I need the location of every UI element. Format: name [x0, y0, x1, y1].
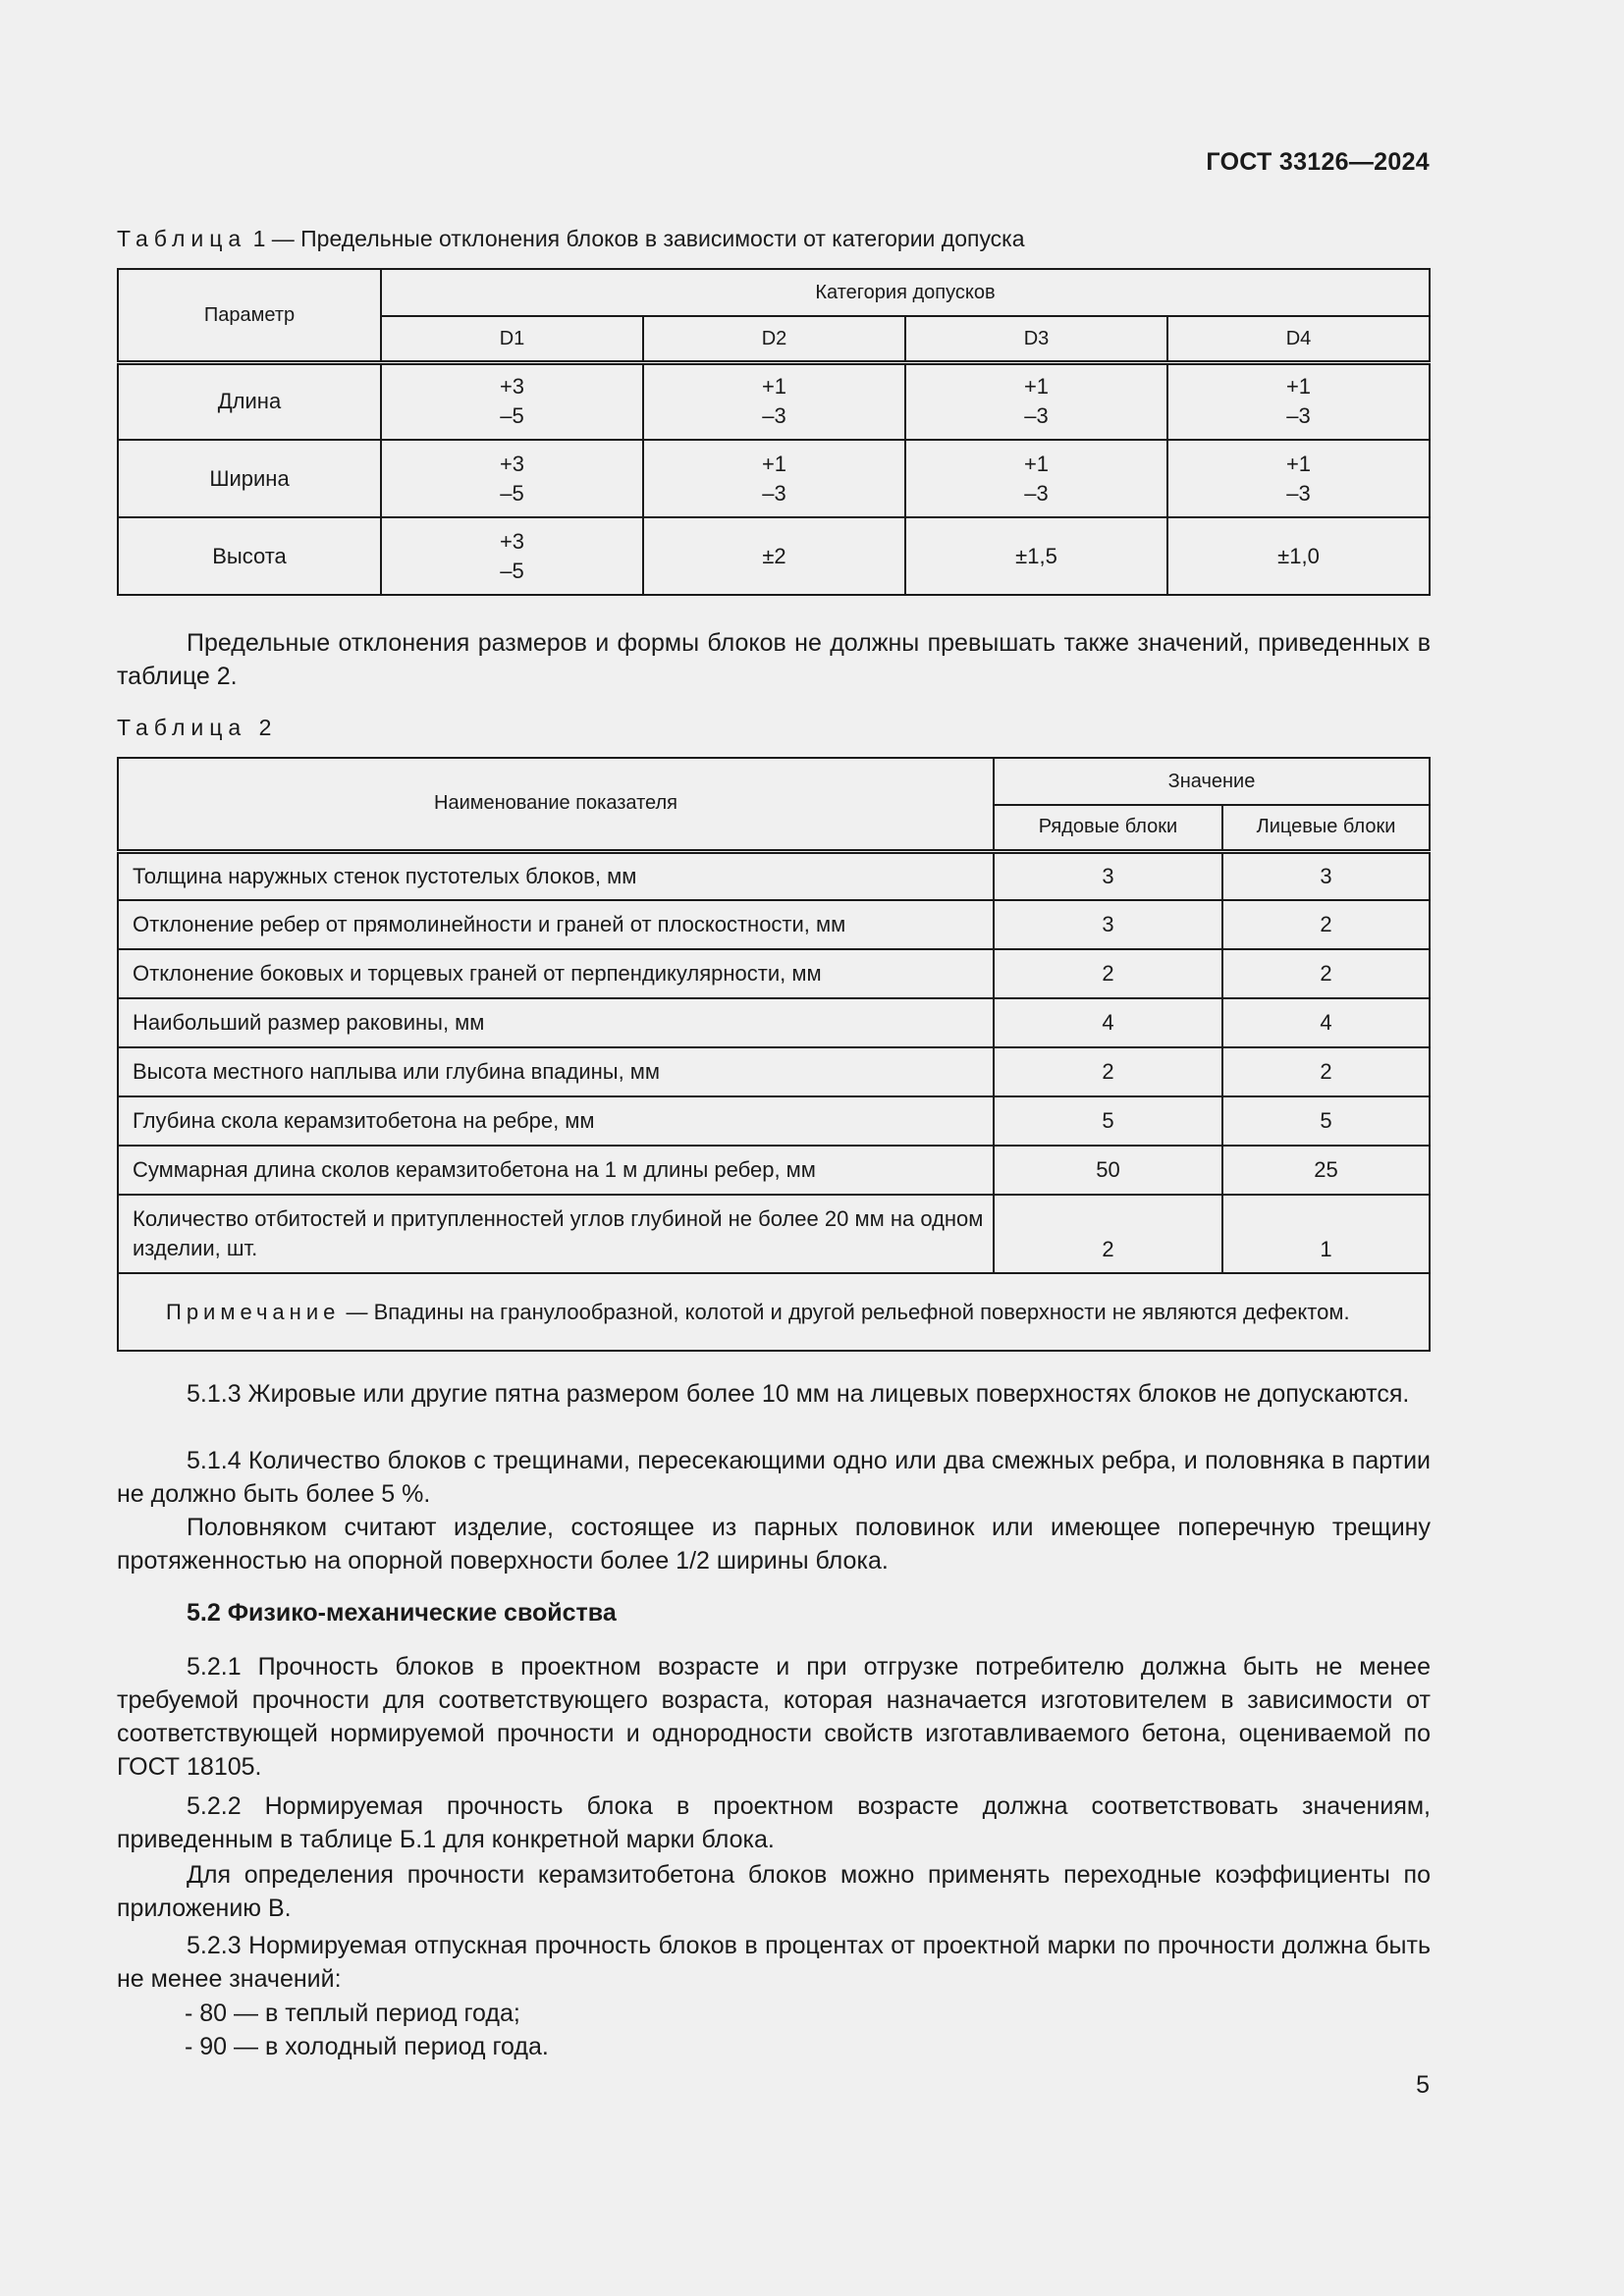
row-label: Высота [118, 517, 381, 595]
table1-header-param: Параметр [118, 269, 381, 362]
list-item: - 80 — в теплый период года; [185, 2000, 520, 2027]
paragraph: 5.2.3 Нормируемая отпускная прочность блоков в процентах от проектной марки по прочности должна быть не менее значений: [117, 1932, 1431, 1993]
note-text: — Впадины на гранулообразной, колотой и другой рельефной поверхности не являются дефектом. [340, 1299, 1350, 1324]
paragraph: Половняком считают изделие, состоящее из парных половинок или имеющее поперечную трещину протяженностью на опорной поверхности более 1/2 ширины блока. [117, 1514, 1431, 1575]
paragraph: 5.2.2 Нормируемая прочность блока в проектном возрасте должна соответствовать значениям, приведенным в таблице Б.1 для конкретной марки блока. [117, 1792, 1431, 1853]
table-cell: +3 –5 [381, 517, 643, 595]
list-item: - 90 — в холодный период года. [185, 2033, 549, 2060]
table-cell: +1 –3 [905, 362, 1167, 440]
table-cell: +1 –3 [1167, 362, 1430, 440]
paragraph: Предельные отклонения размеров и формы блоков не должны превышать также значений, приведенных в таблице 2. [117, 629, 1431, 690]
document-code: ГОСТ 33126—2024 [1206, 148, 1430, 176]
table-row [118, 362, 1430, 440]
table-cell: +1 –3 [643, 362, 905, 440]
table2-header-col: Лицевые блоки [1222, 805, 1430, 851]
table-row: Наибольший размер раковины, мм 4 4 [118, 998, 1430, 1047]
paragraph: 5.1.3 Жировые или другие пятна размером более 10 мм на лицевых поверхностях блоков не допускаются. [187, 1380, 1410, 1408]
table-row: Отклонение ребер от прямолинейности и граней от плоскостности, мм 3 2 [118, 900, 1430, 949]
table-row [118, 440, 1430, 517]
table2-header-group: Значение [994, 758, 1430, 805]
table-row: Толщина наружных стенок пустотелых блоков, мм 3 3 [118, 851, 1430, 900]
paragraph: 5.1.4 Количество блоков с трещинами, пересекающими одно или два смежных ребра, и половняка в партии не должно быть более 5 %. [117, 1447, 1431, 1508]
note-label: Примечание [166, 1299, 341, 1324]
table1-header-col: D2 [643, 316, 905, 362]
paragraph: Для определения прочности керамзитобетона блоков можно применять переходные коэффициенты по приложению В. [117, 1861, 1431, 1922]
table-row: Количество отбитостей и притупленностей углов глубиной не более 20 мм на одном изделии, шт. 2 1 [118, 1195, 1430, 1273]
table1-header-col: D1 [381, 316, 643, 362]
table-cell: ±2 [643, 517, 905, 595]
table-row: Высота местного наплыва или глубина впадины, мм 2 2 [118, 1047, 1430, 1096]
table1-caption [117, 226, 1025, 252]
table1-header-col: D4 [1167, 316, 1430, 362]
table1 [117, 268, 1431, 596]
table-cell: ±1,0 [1167, 517, 1430, 595]
section-heading: 5.2 Физико-механические свойства [187, 1599, 617, 1627]
table2-header-col: Рядовые блоки [994, 805, 1222, 851]
table-cell: +1 –3 [1167, 440, 1430, 517]
row-label: Ширина [118, 440, 381, 517]
table1-caption-label: Таблица [117, 226, 247, 251]
table-row: Глубина скола керамзитобетона на ребре, мм 5 5 [118, 1096, 1430, 1146]
table-cell: ±1,5 [905, 517, 1167, 595]
table1-caption-text: 1 — Предельные отклонения блоков в зависимости от категории допуска [252, 226, 1025, 251]
table-row: Отклонение боковых и торцевых граней от перпендикулярности, мм 2 2 [118, 949, 1430, 998]
table1-header-group: Категория допусков [381, 269, 1430, 316]
page-number: 5 [1416, 2071, 1430, 2099]
table2-caption: Таблица 2 [117, 715, 278, 740]
table-cell: +1 –3 [905, 440, 1167, 517]
table-cell: +3 –5 [381, 362, 643, 440]
table2 [117, 757, 1431, 1352]
table-row: Суммарная длина сколов керамзитобетона на 1 м длины ребер, мм 50 25 [118, 1146, 1430, 1195]
table-note [118, 1273, 1430, 1351]
row-label: Длина [118, 362, 381, 440]
table1-header-col: D3 [905, 316, 1167, 362]
table-cell: +3 –5 [381, 440, 643, 517]
table-cell: +1 –3 [643, 440, 905, 517]
paragraph: 5.2.1 Прочность блоков в проектном возрасте и при отгрузке потребителю должна быть не менее требуемой прочности для соответствующего возраста, которая назначается изготовителем в зависимости от соответствующей нормируемой прочности и однородности свойств изготавливаемого бетона, оцениваемой по ГОСТ 18105. [117, 1653, 1431, 1781]
table2-header-name: Наименование показателя [118, 758, 994, 851]
table-row [118, 517, 1430, 595]
